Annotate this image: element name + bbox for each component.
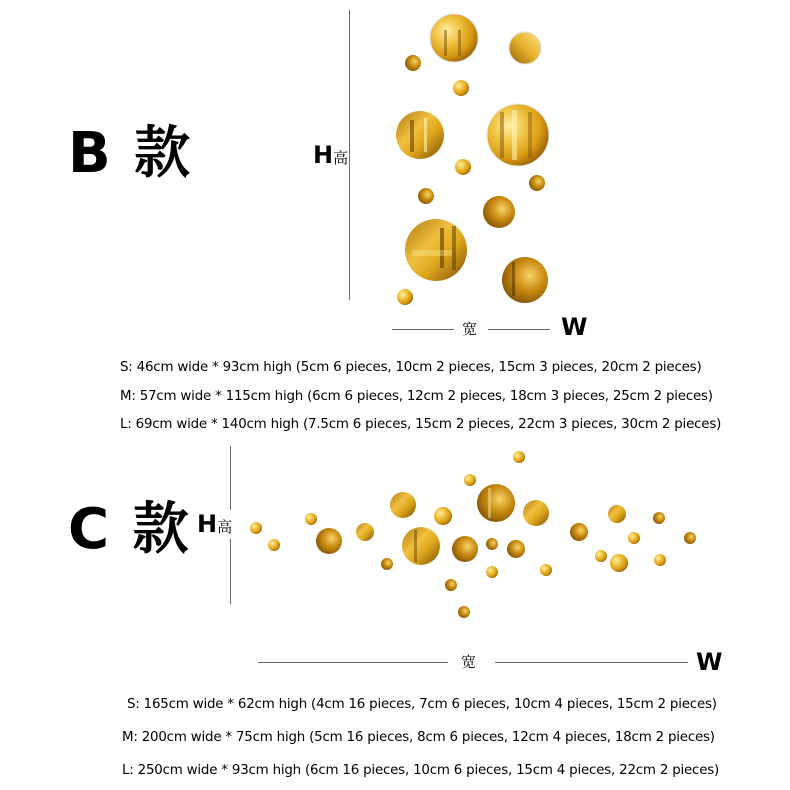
- style-c-spec-s: S: 165cm wide * 62cm high (4cm 16 pieces, 7cm 6 pieces, 10cm 4 pieces, 15cm 2 pieces): [127, 697, 717, 712]
- style-c-height-letter: H: [197, 510, 218, 538]
- style-b-spec-s: S: 46cm wide * 93cm high (5cm 6 pieces, 10cm 2 pieces, 15cm 3 pieces, 20cm 2 pieces): [120, 360, 702, 375]
- style-c-circles: [250, 451, 696, 618]
- style-c-height-marker: [197, 510, 232, 539]
- style-b-spec-m: M: 57cm wide * 115cm high (6cm 6 pieces, 12cm 2 pieces, 18cm 3 pieces, 25cm 2 pieces): [120, 389, 713, 404]
- style-c-spec-m: M: 200cm wide * 75cm high (5cm 16 pieces, 8cm 6 pieces, 12cm 4 pieces, 18cm 2 pieces): [122, 730, 715, 745]
- style-b-width-line-left: [392, 329, 454, 330]
- style-b-spec-l: L: 69cm wide * 140cm high (7.5cm 6 pieces, 15cm 2 pieces, 22cm 3 pieces, 30cm 2 pieces): [120, 417, 722, 432]
- style-c-label: C 款: [68, 497, 191, 562]
- style-b-height-line: [349, 10, 350, 300]
- style-b-width-letter: W: [561, 313, 588, 341]
- style-c-width-char: 宽: [461, 653, 477, 671]
- style-b-height-marker: [313, 141, 348, 170]
- style-b-width-char: 宽: [462, 320, 478, 338]
- style-b-label: B 款: [68, 121, 193, 186]
- style-b-width-line-right: [488, 329, 550, 330]
- style-b-height-letter: H: [313, 141, 334, 169]
- style-b-circles: [396, 14, 549, 305]
- style-c-width-line-left: [258, 662, 448, 663]
- style-b-height-char: 高: [333, 149, 349, 167]
- style-c-spec-l: L: 250cm wide * 93cm high (6cm 16 pieces, 10cm 6 pieces, 15cm 4 pieces, 22cm 2 pieces): [122, 763, 720, 778]
- style-c-width-line-right: [495, 662, 688, 663]
- style-c-height-char: 高: [217, 518, 233, 536]
- style-c-width-letter: W: [696, 648, 723, 676]
